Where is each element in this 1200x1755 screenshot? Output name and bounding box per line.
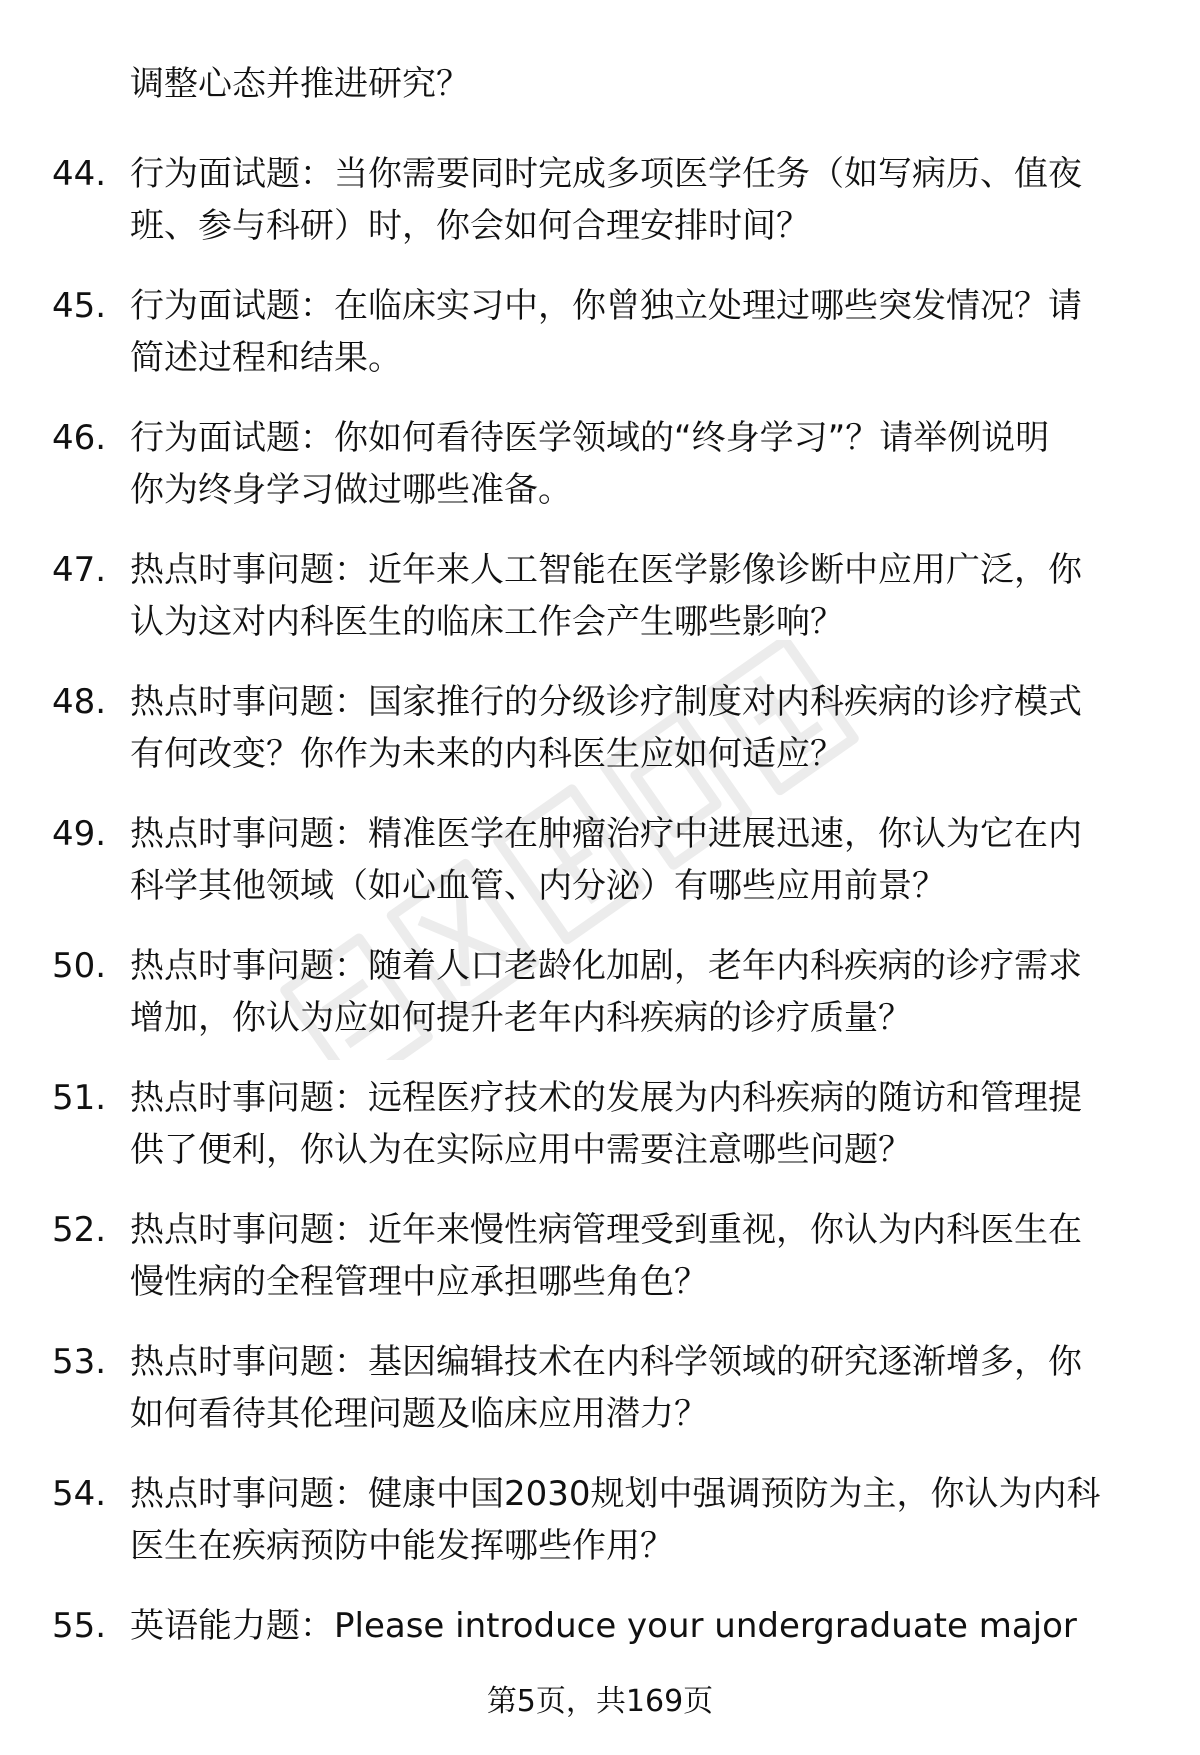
question-item	[0, 940, 1200, 1072]
question-text-line: 热点时事问题：健康中国2030规划中强调预防为主，你认为内科	[130, 1474, 1101, 1514]
question-text-line: 热点时事问题：基因编辑技术在内科学领域的研究逐渐增多，你	[130, 1342, 1082, 1382]
question-number: 46.	[52, 418, 107, 458]
question-item	[0, 808, 1200, 940]
page-footer: 第5页，共169页	[486, 1684, 714, 1719]
question-number: 44.	[52, 154, 107, 194]
question-text-line: 班、参与科研）时，你会如何合理安排时间？	[130, 206, 810, 246]
question-text-line: 科学其他领域（如心血管、内分泌）有哪些应用前景？	[130, 866, 946, 906]
question-text-line: 你为终身学习做过哪些准备。	[130, 470, 572, 510]
question-item	[0, 676, 1200, 808]
continued-question-text: 调整心态并推进研究？	[130, 64, 470, 104]
question-number: 53.	[52, 1342, 107, 1382]
question-item	[0, 1468, 1200, 1600]
question-number: 55.	[52, 1606, 107, 1646]
question-text-line: 热点时事问题：远程医疗技术的发展为内科疾病的随访和管理提	[130, 1078, 1082, 1118]
question-number: 51.	[52, 1078, 107, 1118]
question-text-line: 简述过程和结果。	[130, 338, 402, 378]
question-text-line: 慢性病的全程管理中应承担哪些角色？	[130, 1262, 708, 1302]
question-text-line: 热点时事问题：近年来人工智能在医学影像诊断中应用广泛，你	[130, 550, 1082, 590]
question-item	[0, 1336, 1200, 1468]
question-text-line: 有何改变？你作为未来的内科医生应如何适应？	[130, 734, 844, 774]
question-item	[0, 280, 1200, 412]
question-number: 48.	[52, 682, 107, 722]
question-text-line: 热点时事问题：国家推行的分级诊疗制度对内科疾病的诊疗模式	[130, 682, 1082, 722]
question-number: 49.	[52, 814, 107, 854]
question-text-line: 热点时事问题：精准医学在肿瘤治疗中进展迅速，你认为它在内	[130, 814, 1082, 854]
question-text-line: 行为面试题：在临床实习中，你曾独立处理过哪些突发情况？请	[130, 286, 1082, 326]
question-text-line: 增加，你认为应如何提升老年内科疾病的诊疗质量？	[130, 998, 912, 1038]
question-text-line: 行为面试题：当你需要同时完成多项医学任务（如写病历、值夜	[130, 154, 1082, 194]
question-item	[0, 544, 1200, 676]
question-item	[0, 148, 1200, 280]
question-text-line: 如何看待其伦理问题及临床应用潜力？	[130, 1394, 708, 1434]
question-text-line: 热点时事问题：近年来慢性病管理受到重视，你认为内科医生在	[130, 1210, 1082, 1250]
question-text-line: 行为面试题：你如何看待医学领域的“终身学习”？请举例说明	[130, 418, 1050, 458]
question-number: 52.	[52, 1210, 107, 1250]
question-item	[0, 412, 1200, 544]
question-text-line: 英语能力题：Please introduce your undergraduate major	[130, 1606, 1077, 1646]
question-text-line: 热点时事问题：随着人口老龄化加剧，老年内科疾病的诊疗需求	[130, 946, 1082, 986]
question-text-line: 供了便利，你认为在实际应用中需要注意哪些问题？	[130, 1130, 912, 1170]
question-number: 54.	[52, 1474, 107, 1514]
question-number: 47.	[52, 550, 107, 590]
question-list	[0, 148, 1200, 1732]
question-text-line: 医生在疾病预防中能发挥哪些作用？	[130, 1526, 674, 1566]
question-item	[0, 1204, 1200, 1336]
question-item	[0, 1072, 1200, 1204]
question-text-line: 认为这对内科医生的临床工作会产生哪些影响？	[130, 602, 844, 642]
question-number: 45.	[52, 286, 107, 326]
question-number: 50.	[52, 946, 107, 986]
